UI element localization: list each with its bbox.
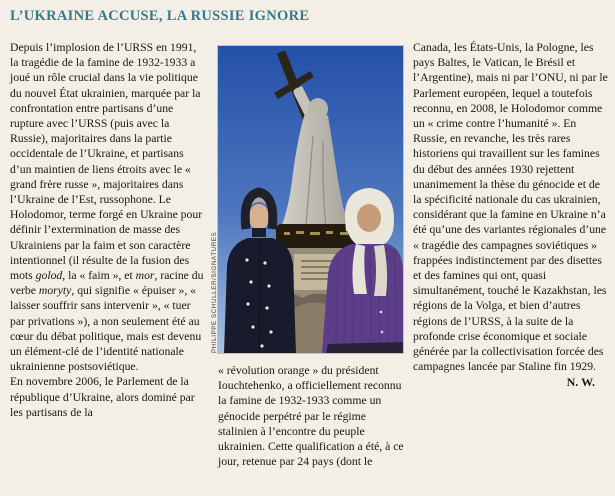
photo-credit: PHILIPPE SCHULLER/SIGNATURES — [211, 231, 218, 353]
article-columns — [10, 40, 609, 469]
paragraph: En novembre 2006, le Parlement de la république d’Ukraine, alors dominé par les partisans de la — [10, 375, 195, 419]
photo-figure — [211, 46, 403, 353]
photo-illustration — [218, 46, 403, 353]
column-middle — [211, 40, 404, 469]
column-middle-text — [218, 363, 404, 469]
byline: N. W. — [566, 375, 595, 390]
paragraph: « révolution orange » du président Iouchtehenko, a officiellement reconnu la famine de 1932-1933 comme un génocide perpétré par le régime stalinien à l’encontre du peuple ukrainien. Cette qualification a été, à ce jour, retenue par 24 pays (dont le — [218, 364, 404, 469]
page-title: L’UKRAINE ACCUSE, LA RUSSIE IGNORE — [10, 8, 310, 24]
column-right-text — [413, 40, 609, 374]
paragraph: Canada, les États-Unis, la Pologne, les pays Baltes, le Vatican, le Brésil et l’Argentine), mais ni par l’ONU, ni par le Parlement européen, lequel a toutefois reconnu, en 2008, le Holodomor comme un « crime contre l’humanité ». En Russie, en revanche, les très rares historiens qui travaillent sur les famines du début des années 1930 rejettent unanimement la thèse du génocide et de la spécificité nationale du cas ukrainien, considérant que la famine en Ukraine n’a été qu’une des variantes régionales d’une « tragédie des campagnes soviétiques » frappées indistinctement par des disettes et des famines qui ont, quasi simultanément, touché le Kazakhstan, les régions de la Volga, et bien d’autres régions de l’URSS, à la suite de la profonde crise économique et sociale générée par la collectivisation forcée des campagnes lancée par Staline fin 1929. — [413, 41, 608, 374]
column-right — [413, 40, 609, 391]
paragraph: Depuis l’implosion de l’URSS en 1991, la tragédie de la famine de 1932-1933 a joué un rôle crucial dans la vie politique du nouvel État ukrainien, marquée par la confrontation entre partisans d’une rupture avec l’URSS (puis avec la Russie), majoritaires dans la partie occidentale de l’Ukraine, et partisans d’un maintien de liens étroits avec le « grand frère russe », majoritaires dans l’Ukraine de l’Est, russophone. Le Holodomor, terme forgé en Ukraine pour définir l’extermination de masse des Ukrainiens par la faim et son caractère intentionnel (il résulte de la fusion des mots golod, la « faim », et mor, racine du verbe moryty, qui signifie « épuiser », « laisser souffrir sans intervenir », « tuer par privations »), a non seulement été au cœur du débat politique, mais est devenu un élément-clé de l’identité nationale ukrainienne postsoviétique. — [10, 41, 204, 374]
column-left — [10, 40, 206, 420]
